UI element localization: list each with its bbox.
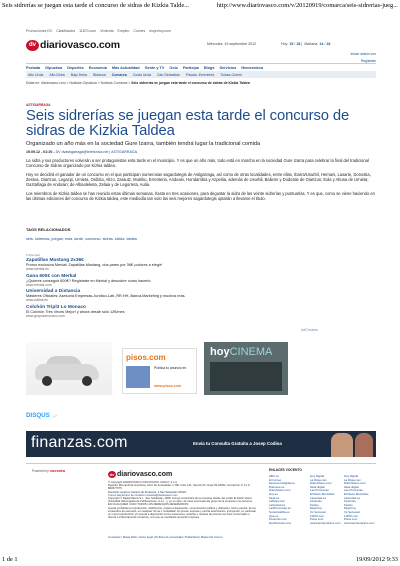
- enlace-link[interactable]: LaVerdad.es: [269, 502, 286, 507]
- print-header-title: Seis sidrerías se juegan esta tarde el concurso de sidras de Kizkia Talde...: [2, 2, 190, 9]
- enlace-link[interactable]: El Correo: [269, 477, 282, 482]
- nav-item[interactable]: Portada: [26, 65, 41, 70]
- pisos-ad-url: www.pisos.com: [154, 384, 182, 388]
- enlace-link[interactable]: Pisos.com: [310, 517, 324, 522]
- enlace-link[interactable]: Dexfinanzas.com: [269, 520, 292, 525]
- print-timestamp: 19/09/2012 9:33: [355, 556, 398, 563]
- enlace-link[interactable]: Mujerhoy: [310, 506, 322, 511]
- enlace-link[interactable]: XL Semanal: [344, 509, 360, 514]
- nav-item[interactable]: Participa: [182, 65, 199, 70]
- ad-desc: Másteres Oficiales: Asesoría Empresas,Jurídico-Lab.,RR.HH.,Banca,Marketing y muchos más.: [26, 294, 186, 299]
- top-link[interactable]: Promociones DV: [26, 29, 53, 33]
- finanzas-banner[interactable]: [26, 431, 376, 457]
- pisos-ad-text: Publica tu anuncio en: [154, 366, 187, 370]
- subnav-item[interactable]: Bidasoa: [93, 72, 106, 77]
- site-logo[interactable]: [26, 39, 120, 51]
- register-link[interactable]: Registrate: [360, 59, 376, 63]
- top-links: [26, 29, 174, 33]
- article-paragraph: Los miembros de Kizkia taldea se han reunido estas últimas semanas, hasta en tres ocasiones, para degustar la sidra de las veinte sidrerías y puntuarlas. Y es que, como se viene haciendo en las últimas ediciones del concurso de Kizkia taldea, este mediodía tan solo las seis mejores sagardotegis optarán a llevarse el título.: [26, 190, 375, 201]
- adchoices-link[interactable]: AdChoices: [301, 328, 318, 332]
- tags-list[interactable]: seis, sidrerías, juegan, esta, tarde, concurso, sidras, kizkia, taldea: [26, 237, 137, 241]
- legal-line: Copyright © Digital Vasca S.L., San Sebastián, 2008. Incluye contenidos de la empresa citada, del medio El Diario Vasco (Sociedad Vascongada de Publicaciones, S.A.) , y, en su caso, de otras empresas del grupo de la empresa o de terceros.: [108, 497, 253, 504]
- enlace-link[interactable]: Avancaninteractivo.com: [310, 520, 341, 525]
- enlace-link[interactable]: 11870.com: [310, 513, 325, 518]
- enlace-link[interactable]: Kiosko: [344, 502, 353, 507]
- enlaces-col: [344, 475, 375, 525]
- ad-item[interactable]: [26, 274, 376, 287]
- enlace-link[interactable]: Ideal digital: [344, 484, 359, 489]
- enlace-link[interactable]: Elcomerciodigital.es: [269, 481, 295, 486]
- top-link[interactable]: Coches: [133, 29, 146, 33]
- enlace-link[interactable]: Diariosur.es: [269, 484, 285, 489]
- enlace-link[interactable]: ABC.es: [269, 474, 279, 478]
- enlace-link[interactable]: 11870.com: [344, 513, 359, 518]
- enlace-link[interactable]: Las Provincias: [310, 488, 329, 493]
- enlace-link[interactable]: DiarioVasco.com: [310, 481, 332, 486]
- nav-item[interactable]: Servicios: [219, 65, 237, 70]
- pisos-logo: pisos.com: [126, 353, 166, 362]
- subnav-item[interactable]: Bajo Deba: [70, 72, 88, 77]
- hoycinema-logo: hoyCINEMA: [210, 346, 273, 358]
- enlaces-col: [269, 475, 295, 525]
- subnav-item[interactable]: Pasaia -Errenteria: [186, 72, 215, 77]
- movie-still-image: [210, 362, 282, 391]
- footer-bottom-links[interactable]: Contactar | Mapa Web | Aviso legal | Política de privacidad | Publicidad | Master El Correo: [108, 535, 223, 539]
- ad-title[interactable]: Universidad a Distancia: [26, 289, 81, 295]
- enlace-link[interactable]: Finanzas: [344, 499, 356, 504]
- subnav-item[interactable]: Costa Urola: [132, 72, 152, 77]
- top-link[interactable]: Clasificados: [56, 29, 76, 33]
- enlace-link[interactable]: La Rioja.com: [344, 477, 361, 482]
- enlaces-header: ENLACES VOCENTO: [269, 468, 302, 472]
- legal-line: Queda prohibida la reproducción, distribución, puesta a disposición, comunicación pública y utilización, total o parcial, de los contenidos de esta web, en cualquier forma o modalidad, sin previa, expresa y escrita autorización, incluyendo, en particular, su mera reproducción y/o puesta a disposición como resúmenes, reseñas o revistas de prensa con fines comerciales o directa o indirectamente lucrativos, a la que se manifiesta oposición expresa.: [108, 506, 257, 520]
- weather-tomorrow-label: Mañana: [304, 42, 318, 46]
- breadcrumb-prefix: Estás en:: [26, 81, 41, 85]
- print-page-number: 1 de 1: [2, 556, 18, 563]
- subnav-item[interactable]: Tolosa-Goierri: [220, 72, 243, 77]
- footer-logo[interactable]: [108, 471, 172, 478]
- enlace-link[interactable]: Avanzaninteractivo.com: [344, 520, 375, 525]
- ad-item[interactable]: [26, 305, 376, 318]
- pisos-ad-banner[interactable]: [122, 348, 197, 394]
- login-link[interactable]: Iniciar sesión con: [350, 52, 376, 56]
- subnav-item[interactable]: Alto Urola: [28, 72, 44, 77]
- nav-item[interactable]: Blogs: [203, 65, 215, 70]
- advisor-photo-icon: [355, 433, 373, 457]
- weather-separator: /: [324, 42, 326, 46]
- finanzas-logo: finanzas.com: [31, 434, 128, 451]
- enlace-link[interactable]: Finanzas: [310, 499, 322, 504]
- ad-title[interactable]: Colchón Tripl3 Lo Monaco: [26, 304, 86, 310]
- weather-tomorrow-min: 18: [326, 42, 331, 46]
- legal-line: © Copyright DIARIOVASCO.COM DIGITAL VASCA, S.L.U.: [108, 481, 178, 484]
- top-link[interactable]: 11870.com: [79, 29, 97, 33]
- logo-mark-icon: dv: [109, 472, 115, 477]
- enlace-link[interactable]: Pisos.com: [344, 517, 358, 522]
- sub-nav: [26, 71, 376, 78]
- disqus-logo: DISQUS: [26, 412, 50, 419]
- enlace-link[interactable]: Laverdad.es: [310, 495, 326, 500]
- car-wheel-icon: [42, 376, 52, 386]
- finanzas-text: Envía tu Consulta Gratuita a Josep Codina: [193, 441, 282, 446]
- weather-today-min: 18: [296, 42, 301, 46]
- article-title: Seis sidrerías se juegan esta tarde el concurso de sidras de Kizkia Taldea: [26, 108, 350, 139]
- enlace-link[interactable]: La Rioja.com: [310, 477, 327, 482]
- article-author[interactable]: DV dvastigarraga@telefonica.net | ASTIGARRAGA.: [55, 150, 139, 154]
- banner-row: [26, 342, 376, 395]
- legal-text: [108, 481, 258, 519]
- enlace-link[interactable]: Ideal digital: [310, 484, 325, 489]
- ad-title[interactable]: Zapatillas Mustang 2x36€: [26, 258, 84, 263]
- hoycinema-ad-banner[interactable]: [204, 342, 288, 395]
- logo-mark-icon: dv: [26, 40, 39, 51]
- breadcrumb-current: Seis sidrerías se juegan esta tarde el concurso de sidras de Kizkia Taldea: [131, 81, 250, 85]
- enlace-link[interactable]: DiarioVasco.com: [269, 488, 291, 493]
- disqus-extra: ¿?: [52, 414, 57, 418]
- ad-url[interactable]: www.grupolomonaco.com: [26, 313, 65, 318]
- subnav-item[interactable]: San Sebastián: [157, 72, 181, 77]
- ads-block: [26, 253, 376, 320]
- vocento-powered-label: Powered by: [32, 469, 49, 473]
- subnav-item[interactable]: Alto Deba: [49, 72, 65, 77]
- advisor-photo-icon: [331, 433, 353, 457]
- ad-url[interactable]: www.merkal.es: [26, 267, 49, 271]
- legal-line: Registro Mercantil de Gipuzkoa, Libro de Sociedades 1.786, Folio 141, Sección 8ª, Hoja SS-18092, Inscripción 1ª C.I.F.: B20677675: [108, 484, 251, 491]
- article-paragraph: Hoy se decidirá el ganador de un concurso en el que participan numerosas sagardotegis de Astigarraga, así como de otras localidades, entre ellas, Ibarra/Usurbil, Hernani, Lasarte, Donostia, Zestoa, Oiartzun, Legazpi, Urnieta, Ordizia, Altzo, Zarautz, Mutriku, Errenteria, Andoain, Hondarribia y Azpeitia, además de Usurbil, Balieiro y Dodostie de Oiartzun; Eula y Altuna de Urnieta; Gaztañaga de Andoain; de Albaoleketa, Zelaia y de Legorreta, Aulia.: [26, 171, 371, 188]
- nav-item[interactable]: Economía: [88, 65, 107, 70]
- article-date: 19.09.12 - 01:20 -: [26, 150, 55, 154]
- ad-url[interactable]: www.udima.es: [26, 298, 48, 303]
- vocento-name: vocento: [49, 468, 66, 473]
- house-photo-icon: [126, 366, 150, 388]
- enlace-link[interactable]: LaRioja.com: [269, 499, 286, 504]
- enlace-link[interactable]: El Diario Montañés: [310, 491, 335, 496]
- legal-line: EN CUALQUIER CASO TODOS LOS DERECHOS RESERVADOS:: [108, 503, 189, 507]
- ads-label: Publicidad: [26, 253, 40, 257]
- nav-item[interactable]: Gente y TV: [144, 65, 165, 70]
- article-subtitle: Organizado un año más en la sociedad Gure Izarra, también tendrá lugar la tradicional comida: [26, 141, 261, 147]
- legal-line[interactable]: Correo electrónico de contacto contacta@diariovasco.com: [108, 493, 178, 497]
- article-section[interactable]: ASTIGARRAGA: [26, 103, 51, 107]
- weather-today-max: 15: [289, 42, 294, 46]
- enlace-link[interactable]: Hoy Digital: [310, 474, 324, 478]
- weather-today-label: Hoy: [281, 42, 288, 46]
- footer-logo-text: diariovasco.com: [117, 471, 173, 478]
- print-header: [2, 2, 398, 12]
- print-header-url: http://www.diariovasco.com/v/20120919/comarca/seis-sidrerias-jueg...: [216, 2, 398, 9]
- disqus-comments[interactable]: [26, 412, 57, 419]
- ad-desc: Promo exclusiva Merkal: Zapatillas Mustang, dos pares por 36€ ¡colores a elegir!: [26, 263, 163, 267]
- enlace-link[interactable]: Hoy Digital: [344, 474, 358, 478]
- nav-item[interactable]: Hemeroteca: [241, 65, 264, 70]
- logo-text: diariovasco.com: [40, 39, 120, 51]
- nav-item[interactable]: Deportes: [67, 65, 84, 70]
- breadcrumb: [26, 81, 250, 85]
- ad-desc: ¿Quieres conseguir 600€? Regístrate en Merkal y descubre cómo hacerlo: [26, 278, 151, 283]
- enlace-link[interactable]: XL Semanal: [310, 509, 326, 514]
- article-byline: [26, 150, 138, 154]
- page-body: [26, 26, 376, 544]
- ad-item[interactable]: [26, 258, 376, 271]
- enlace-link[interactable]: Mujerhoy: [344, 506, 356, 511]
- current-date: Miércoles, 19 septiembre 2012: [207, 42, 257, 46]
- article-body: [26, 158, 376, 205]
- enlaces-col: [310, 475, 341, 525]
- ad-desc: El Colchón Tres Veces Mejor! y ahora desde sólo 12€/mes: [26, 309, 125, 314]
- car-ad-banner[interactable]: [26, 342, 112, 395]
- article-paragraph: La sidra y sus productores volverán a ser protagonistas esta tarde en el municipio. Y es que un año más, todo está en marcha en la sociedad Gure Izarra para celebrar la final del tradicional Concurso de Sidras organizado por Kizkia taldea.: [26, 158, 369, 169]
- nav-item[interactable]: Ocio: [169, 65, 178, 70]
- enlace-link[interactable]: Hoy.es: [269, 491, 278, 496]
- car-wheel-icon: [82, 376, 92, 386]
- vocento-logo[interactable]: [32, 468, 65, 473]
- nav-item[interactable]: Gipuzkoa: [45, 65, 63, 70]
- breadcrumb-path[interactable]: diariovasco.com > Noticias Gipuzkoa > Noticias Comarca >: [41, 81, 131, 85]
- enlace-link[interactable]: DiarioVasco.com: [344, 481, 366, 486]
- nav-item[interactable]: Más Actualidad: [111, 65, 140, 70]
- enlace-link[interactable]: Las Provincias: [344, 488, 363, 493]
- weather-tomorrow-max: 14: [319, 42, 324, 46]
- enlace-link[interactable]: Laverdad.es: [344, 495, 360, 500]
- legal-line: Domicilio social en Camino de Portuetxe, 2 San Sebastián 20018: [108, 490, 186, 494]
- top-link[interactable]: mujerhoy.com: [149, 29, 171, 33]
- ad-url[interactable]: www.merkal.com: [26, 282, 52, 287]
- top-link[interactable]: Empleo: [117, 29, 130, 33]
- enlace-link[interactable]: Qué.es: [269, 513, 279, 518]
- subnav-item-active[interactable]: Comarca: [111, 72, 127, 77]
- enlace-link[interactable]: Finanzas.com: [269, 517, 287, 522]
- top-link[interactable]: Vivienda: [100, 29, 114, 33]
- enlace-link[interactable]: Ideal.es: [269, 495, 280, 500]
- enlace-link[interactable]: NorteCastilla.es: [269, 509, 290, 514]
- weather-separator: /: [294, 42, 296, 46]
- main-nav: [26, 63, 376, 71]
- ad-item[interactable]: [26, 289, 376, 302]
- enlace-link[interactable]: El Diario Montañés: [344, 491, 369, 496]
- weather-widget[interactable]: Hoy 15 / 18 | Mañana 14 / 18: [281, 42, 331, 46]
- enlace-link[interactable]: LasProvincias.es: [269, 506, 291, 511]
- tags-header: TAGS RELACIONADOS: [26, 227, 71, 232]
- ad-title[interactable]: Gana 600€ con Merkal: [26, 273, 77, 279]
- enlace-link[interactable]: Kiosko: [310, 502, 319, 507]
- site-footer: [26, 463, 376, 543]
